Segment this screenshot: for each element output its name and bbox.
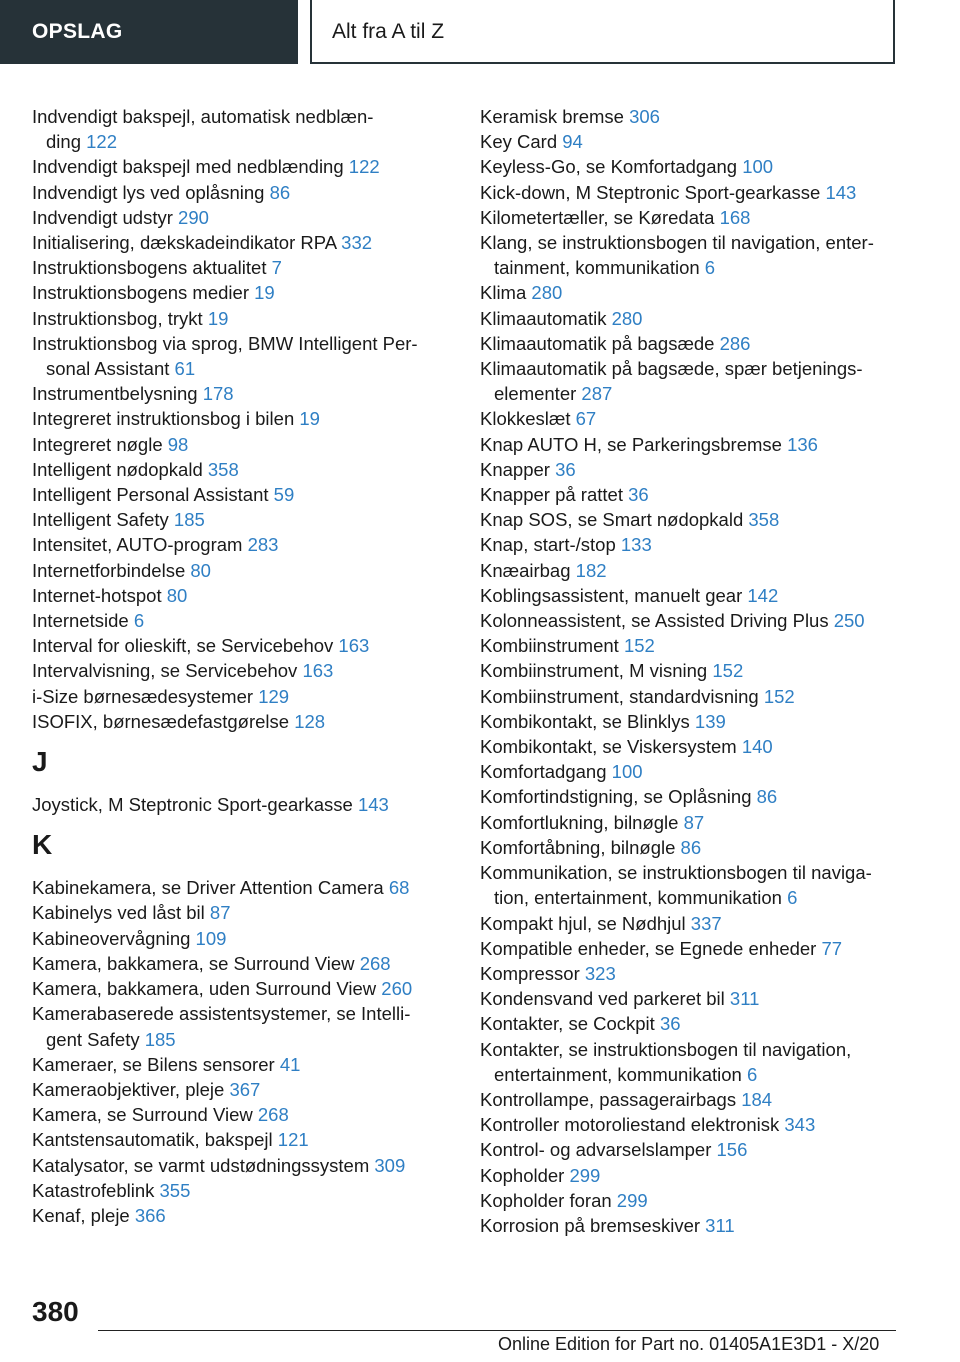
index-entry-text: Kompakt hjul, se Nødhjul [480, 912, 686, 934]
page-reference-link[interactable]: 311 [729, 988, 760, 1010]
page-reference-link[interactable]: 122 [86, 131, 117, 153]
index-entry-text: Kantstensautomatik, bakspejl [32, 1129, 273, 1151]
index-entry [480, 356, 900, 406]
index-entry [32, 432, 462, 457]
page-reference-link[interactable]: 86 [756, 786, 778, 808]
page-reference-link[interactable]: 152 [712, 660, 744, 682]
index-entry [32, 709, 462, 734]
index-entry-text: Key Card [480, 131, 558, 153]
index-entry [480, 180, 900, 205]
index-entry-text: Initialisering, dækskadeindikator RPA [32, 232, 337, 254]
index-entry-text: ISOFIX, børnesædefastgørelse [32, 710, 290, 732]
page-reference-link[interactable]: 41 [279, 1053, 301, 1075]
index-entry [480, 734, 900, 759]
page-reference-link[interactable]: 286 [719, 332, 751, 354]
index-entry-text: Kontroller motoroliestand elektronisk [480, 1114, 780, 1136]
index-entry [480, 532, 900, 557]
index-entry [32, 1127, 462, 1152]
page-reference-link[interactable]: 309 [374, 1154, 406, 1176]
index-entry-text: Kombikontakt, se Viskersystem [480, 736, 737, 758]
page-reference-link[interactable]: 163 [302, 660, 334, 682]
page-reference-link[interactable]: 19 [299, 408, 320, 430]
index-entry [480, 1087, 900, 1112]
index-entry [32, 381, 462, 406]
page-reference-link[interactable]: 280 [531, 282, 563, 304]
page-header [0, 0, 960, 66]
index-entry [480, 230, 900, 280]
page-number: 380 [32, 1296, 79, 1327]
index-entry [480, 709, 900, 734]
index-entry-text: Instruktionsbog, trykt [32, 307, 203, 329]
page-reference-link[interactable]: 178 [202, 383, 234, 405]
page-reference-link[interactable]: 290 [178, 206, 209, 228]
index-entry [32, 205, 462, 230]
index-entry [32, 507, 462, 532]
index-entry-text: Kopholder [480, 1164, 565, 1186]
page-reference-link[interactable]: 260 [381, 978, 413, 1000]
index-entry [480, 432, 900, 457]
index-entry-text: Internetforbindelse [32, 559, 186, 581]
index-entry [480, 784, 900, 809]
index-entry-text: Komfortindstigning, se Oplåsning [480, 786, 752, 808]
page-reference-link[interactable]: 19 [254, 282, 275, 304]
page-reference-link[interactable]: 299 [616, 1189, 648, 1211]
index-entry [32, 792, 462, 817]
index-entry-text: Kommunikation, se instruktionsbogen til naviga- [480, 862, 872, 884]
index-entry [480, 1188, 900, 1213]
index-entry [480, 583, 900, 608]
index-entry-text: Kontrollampe, passagerairbags [480, 1088, 737, 1110]
index-entry-text: i-Size børnesædesystemer [32, 685, 254, 707]
page-reference-link[interactable]: 268 [359, 952, 391, 974]
page-reference-link[interactable]: 128 [294, 710, 326, 732]
page-reference-link[interactable]: 67 [575, 408, 597, 430]
index-entry-text: Kameraobjektiver, pleje [32, 1078, 225, 1100]
section-title-frame [310, 0, 895, 64]
page-reference-link[interactable]: 140 [741, 736, 773, 758]
index-entry [32, 900, 462, 925]
page-reference-link[interactable]: 143 [825, 181, 857, 203]
index-entry-text: Knap SOS, se Smart nødopkald [480, 509, 744, 531]
index-entry-text: Indvendigt lys ved oplåsning [32, 181, 265, 203]
page-reference-link[interactable]: 280 [611, 307, 643, 329]
section-tab[interactable]: OPSLAG [0, 0, 298, 64]
index-entry-text: Kamera, se Surround View [32, 1104, 253, 1126]
page-reference-link[interactable]: 355 [159, 1179, 191, 1201]
page-reference-link[interactable]: 6 [746, 1063, 758, 1085]
index-column-right [480, 104, 900, 1238]
edition-note: Online Edition for Part no. 01405A1E3D1 - X/20 [498, 1334, 880, 1354]
page-reference-link[interactable]: 311 [705, 1214, 735, 1236]
index-entry-text: Kopholder foran [480, 1189, 612, 1211]
index-entry-text: Intensitet, AUTO-program [32, 534, 243, 556]
index-entry-text: Kontrol- og advarselslamper [480, 1139, 712, 1161]
page-reference-link[interactable]: 184 [741, 1088, 773, 1110]
index-entry-text: Kabineovervågning [32, 927, 191, 949]
index-entry [32, 1077, 462, 1102]
index-entry [480, 633, 900, 658]
page-reference-link[interactable]: 332 [341, 232, 373, 254]
index-entry [480, 406, 900, 431]
page-reference-link[interactable]: 358 [207, 458, 239, 480]
page-reference-link[interactable]: 36 [555, 458, 576, 480]
index-entry-text: Kilometertæller, se Køredata [480, 206, 715, 228]
index-letter-heading: K [32, 829, 53, 861]
page-reference-link[interactable]: 109 [195, 927, 227, 949]
page-reference-link[interactable]: 80 [190, 559, 211, 581]
index-entry [32, 583, 462, 608]
index-entry-text: Komfortåbning, bilnøgle [480, 836, 676, 858]
index-entry-text: Kontakter, se instruktionsbogen til navigation, [480, 1038, 852, 1060]
index-entry-text: Intelligent Personal Assistant [32, 484, 269, 506]
page-reference-link[interactable]: 287 [581, 383, 613, 405]
index-entry [480, 507, 900, 532]
index-entry [32, 976, 462, 1001]
page-reference-link[interactable]: 36 [628, 484, 649, 506]
index-entry [32, 684, 462, 709]
page-reference-link[interactable]: 121 [277, 1129, 309, 1151]
index-entry [480, 759, 900, 784]
page-reference-link[interactable]: 98 [167, 433, 189, 455]
index-entry [480, 658, 900, 683]
index-entry-text: Kompatible enheder, se Egnede enheder [480, 937, 817, 959]
index-entry-text: Keyless-Go, se Komfortadgang [480, 156, 738, 178]
index-entry-text: Kombikontakt, se Blinklys [480, 710, 690, 732]
index-entry-text: Indvendigt bakspejl, automatisk nedblæn- [32, 106, 374, 127]
index-entry [480, 331, 900, 356]
index-entry [32, 280, 462, 305]
index-entry-text: Instruktionsbogens medier [32, 282, 249, 304]
page-reference-link[interactable]: 185 [173, 509, 205, 531]
index-letter-heading: J [32, 746, 48, 778]
index-entry [32, 306, 462, 331]
section-title: Alt fra A til Z [332, 20, 445, 43]
page-reference-link[interactable]: 6 [704, 257, 716, 279]
index-entry-text: tainment, kommunikation [494, 257, 700, 279]
index-entry [480, 104, 900, 129]
index-entry-text: Kamera, bakkamera, se Surround View [32, 952, 355, 974]
index-entry [32, 658, 462, 683]
index-entry-text: Komfortadgang [480, 761, 607, 783]
index-entry [32, 926, 462, 951]
index-entry-text: Kick-down, M Steptronic Sport-gearkasse [480, 181, 821, 203]
index-entry-text: Indvendigt udstyr [32, 206, 173, 228]
page-reference-link[interactable]: 136 [787, 433, 818, 455]
index-entry-text: Knapper [480, 458, 550, 480]
index-entry [32, 608, 462, 633]
index-entry [480, 1213, 900, 1238]
page-reference-link[interactable]: 358 [748, 509, 780, 531]
index-entry-text: sonal Assistant [46, 358, 170, 380]
page-reference-link[interactable]: 323 [584, 962, 616, 984]
page-reference-link[interactable]: 163 [338, 635, 370, 657]
page-reference-link[interactable]: 283 [247, 534, 279, 556]
page-reference-link[interactable]: 168 [719, 206, 751, 228]
index-entry [32, 875, 462, 900]
index-entry-text: Instruktionsbogens aktualitet [32, 257, 267, 279]
index-entry [480, 684, 900, 709]
index-entry-text: Kompressor [480, 962, 580, 984]
index-entry-text: Knæairbag [480, 559, 571, 581]
index-entry-text: Interval for olieskift, se Servicebehov [32, 635, 334, 657]
index-entry-text: Kondensvand ved parkeret bil [480, 988, 725, 1010]
index-entry [480, 961, 900, 986]
page-reference-link[interactable]: 87 [683, 811, 705, 833]
index-entry-text: gent Safety [46, 1028, 140, 1050]
index-entry [480, 457, 900, 482]
page-reference-link[interactable]: 129 [258, 685, 290, 707]
page-reference-link[interactable]: 185 [144, 1028, 176, 1050]
index-entry [480, 911, 900, 936]
index-entry-text: Knapper på rattet [480, 484, 623, 506]
index-entry [480, 129, 900, 154]
index-entry [480, 860, 900, 910]
index-entry [480, 835, 900, 860]
index-entry [32, 1153, 462, 1178]
index-entry-text: Komfortlukning, bilnøgle [480, 811, 679, 833]
index-entry-text: Integreret nøgle [32, 433, 163, 455]
index-entry [480, 482, 900, 507]
page-reference-link[interactable]: 68 [388, 877, 410, 899]
index-entry [32, 1102, 462, 1127]
index-entry [480, 558, 900, 583]
page-reference-link[interactable]: 133 [620, 534, 652, 556]
index-entry [480, 306, 900, 331]
page-reference-link[interactable]: 152 [623, 635, 655, 657]
index-entry-text: Korrosion på bremseskiver [480, 1214, 701, 1236]
index-entry-text: Kamerabaserede assistentsystemer, se Intelli- [32, 1003, 411, 1025]
index-entry [32, 457, 462, 482]
page-reference-link[interactable]: 100 [742, 156, 774, 178]
index-entry-text: tion, entertainment, kommunikation [494, 887, 782, 909]
index-entry-text: Klimaautomatik på bagsæde [480, 332, 715, 354]
page-reference-link[interactable]: 142 [747, 584, 779, 606]
index-entry [32, 1001, 462, 1051]
index-entry-text: Knap, start-/stop [480, 534, 616, 556]
index-entry [480, 1112, 900, 1137]
page-reference-link[interactable]: 6 [133, 610, 145, 632]
index-entry [32, 1052, 462, 1077]
index-entry-text: Kabinekamera, se Driver Attention Camera [32, 877, 384, 899]
index-entry [32, 558, 462, 583]
index-entry-text: Joystick, M Steptronic Sport-gearkasse [32, 794, 353, 816]
index-entry-text: Kenaf, pleje [32, 1204, 130, 1226]
index-entry [32, 633, 462, 658]
page-reference-link[interactable]: 366 [134, 1204, 166, 1226]
index-entry [480, 810, 900, 835]
page-reference-link[interactable]: 6 [787, 887, 798, 909]
index-entry-text: Katastrofeblink [32, 1179, 155, 1201]
index-entry-text: Intelligent nødopkald [32, 458, 203, 480]
index-entry [32, 255, 462, 280]
index-entry [32, 1203, 462, 1228]
index-entry [32, 154, 462, 179]
index-entry [480, 1037, 900, 1087]
page-reference-link[interactable]: 61 [174, 358, 196, 380]
index-entry-text: Kolonneassistent, se Assisted Driving Plus [480, 610, 829, 632]
page-reference-link[interactable]: 59 [273, 484, 295, 506]
index-entry-text: Klima [480, 282, 527, 304]
index-entry [32, 482, 462, 507]
page-reference-link[interactable]: 250 [833, 610, 865, 632]
page-reference-link[interactable]: 36 [659, 1013, 681, 1035]
index-entry-text: Indvendigt bakspejl med nedblænding [32, 156, 344, 178]
index-entry-text: Internet-hotspot [32, 584, 162, 606]
page-reference-link[interactable]: 100 [611, 761, 643, 783]
index-entry [480, 205, 900, 230]
index-entry-text: Knap AUTO H, se Parkeringsbremse [480, 433, 782, 455]
index-entry-text: Klokkeslæt [480, 408, 571, 430]
index-entry-text: Kombiinstrument, standardvisning [480, 685, 759, 707]
footer-divider [98, 1330, 896, 1331]
page-reference-link[interactable]: 152 [763, 685, 795, 707]
index-entry [480, 1137, 900, 1162]
index-entry-text: Instrumentbelysning [32, 383, 198, 405]
page-reference-link[interactable]: 80 [166, 584, 188, 606]
index-entry-text: ding [46, 131, 81, 153]
page-reference-link[interactable]: 19 [207, 307, 229, 329]
index-entry [480, 936, 900, 961]
index-entry [480, 154, 900, 179]
index-entry-text: Klang, se instruktionsbogen til navigation, enter- [480, 232, 874, 254]
page-reference-link[interactable]: 139 [694, 710, 726, 732]
index-entry-text: Klimaautomatik på bagsæde, spær betjenings- [480, 358, 863, 380]
page-reference-link[interactable]: 337 [690, 912, 722, 934]
index-entry-text: Kabinelys ved låst bil [32, 902, 205, 924]
index-entry [32, 104, 462, 154]
page-reference-link[interactable]: 299 [569, 1164, 601, 1186]
index-entry-text: Kombiinstrument [480, 635, 619, 657]
index-entry [32, 406, 462, 431]
index-entry-text: Keramisk bremse [480, 106, 624, 127]
index-entry-text: Kombiinstrument, M visning [480, 660, 708, 682]
index-entry-text: entertainment, kommunikation [494, 1063, 742, 1085]
index-entry-text: elementer [494, 383, 577, 405]
index-entry [480, 1011, 900, 1036]
page-reference-link[interactable]: 143 [357, 794, 389, 816]
page-reference-link[interactable]: 86 [680, 836, 702, 858]
index-entry [32, 1178, 462, 1203]
index-entry-text: Kamera, bakkamera, uden Surround View [32, 978, 377, 1000]
index-entry [32, 532, 462, 557]
index-entry [480, 986, 900, 1011]
index-entry [480, 280, 900, 305]
index-entry [32, 230, 462, 255]
page-reference-link[interactable]: 94 [562, 131, 583, 153]
page-reference-link[interactable]: 77 [821, 937, 843, 959]
index-entry [32, 180, 462, 205]
page-reference-link[interactable]: 122 [348, 156, 380, 178]
index-entry-text: Instruktionsbog via sprog, BMW Intelligent Per- [32, 332, 418, 354]
index-entry [480, 608, 900, 633]
index-entry [480, 1163, 900, 1188]
index-entry-text: Internetside [32, 610, 129, 632]
index-column-left [32, 104, 462, 1228]
index-entry-text: Katalysator, se varmt udstødningssystem [32, 1154, 370, 1176]
page-reference-link[interactable]: 268 [257, 1104, 289, 1126]
index-entry [32, 331, 462, 381]
page-reference-link[interactable]: 156 [716, 1139, 748, 1161]
index-entry-text: Intervalvisning, se Servicebehov [32, 660, 298, 682]
page-reference-link[interactable]: 86 [269, 181, 291, 203]
page-reference-link[interactable]: 343 [784, 1114, 816, 1136]
index-entry [32, 951, 462, 976]
index-entry-text: Kontakter, se Cockpit [480, 1013, 655, 1035]
page-reference-link[interactable]: 306 [629, 106, 660, 127]
page-reference-link[interactable]: 7 [271, 257, 282, 279]
page-reference-link[interactable]: 182 [575, 559, 607, 581]
index-entry-text: Intelligent Safety [32, 509, 169, 531]
index-entry-text: Integreret instruktionsbog i bilen [32, 408, 295, 430]
index-entry-text: Kameraer, se Bilens sensorer [32, 1053, 275, 1075]
page-reference-link[interactable]: 87 [209, 902, 231, 924]
page-reference-link[interactable]: 367 [229, 1078, 261, 1100]
index-entry-text: Klimaautomatik [480, 307, 607, 329]
index-entry-text: Koblingsassistent, manuelt gear [480, 584, 743, 606]
